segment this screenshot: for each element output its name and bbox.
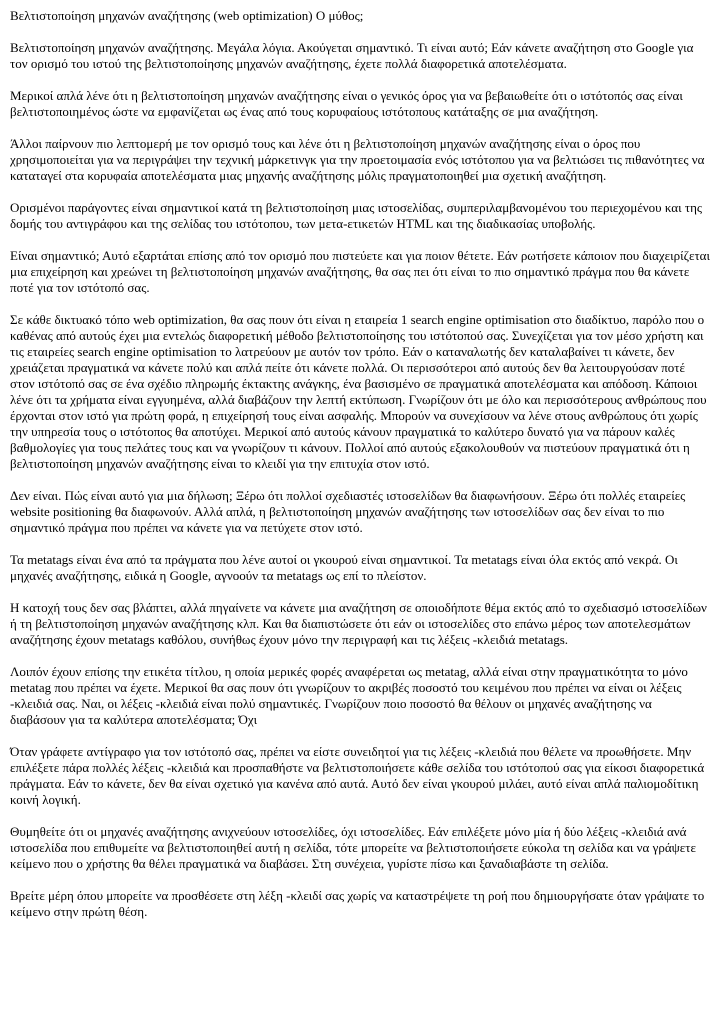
document-title: Βελτιστοποίηση μηχανών αναζήτησης (web optimization) Ο μύθος;: [10, 8, 364, 23]
paragraph: Βελτιστοποίηση μηχανών αναζήτησης. Μεγάλα λόγια. Ακούγεται σημαντικό. Τι είναι αυτό; Εάν κάνετε αναζήτηση στο Google για τον ορισμό του ιστού της βελτιστοποίησης μηχανών αναζήτησης, έχετε πολλά διαφορετικά αποτελέσματα.: [10, 40, 694, 71]
paragraph: Δεν είναι. Πώς είναι αυτό για μια δήλωση; Ξέρω ότι πολλοί σχεδιαστές ιστοσελίδων θα διαφωνήσουν. Ξέρω ότι πολλές εταιρείες website positioning θα διαφωνούν. Αλλά απλά, η βελτιστοποίηση μηχανών αναζήτησης των ιστοσελίδων σας δεν είναι το πιο σημαντικό πράγμα που πρέπει να κάνετε για να πετύχετε στον ιστό.: [10, 488, 686, 535]
paragraph: Βρείτε μέρη όπου μπορείτε να προσθέσετε στη λέξη -κλειδί σας χωρίς να καταστρέψετε τη ροή που δημιουργήσατε όταν γράψατε το κείμενο στην πρώτη θέση.: [10, 888, 705, 919]
paragraph: Θυμηθείτε ότι οι μηχανές αναζήτησης ανιχνεύουν ιστοσελίδες, όχι ιστοσελίδες. Εάν επιλέξετε μόνο μία ή δύο λέξεις -κλειδιά ανά ιστοσελίδα που επιθυμείτε να βελτιστοποιηθεί αυτή η σελίδα, τότε μπορείτε να βελτιστοποιήσετε εύκολα τη σελίδα και να γράψετε κείμενο που ο χρήστης θα θέλει πραγματικά να διαβάσει. Στη συνέχεια, γυρίστε πίσω και ξαναδιαβάστε τη σελίδα.: [10, 824, 696, 871]
paragraph: Σε κάθε δικτυακό τόπο web optimization, θα σας πουν ότι είναι η εταιρεία 1 search engine optimisation στο διαδίκτυο, παρόλο που ο καθένας από αυτούς έχει μια εντελώς διαφορετική μέθοδο βελτιστοποίησης του ιστότοπού σας. Συνεχίζεται για τον μέσο χρήστη και τις εταιρείες search engine optimisation το λατρεύουν με αυτόν τον τρόπο. Εάν ο καταναλωτής δεν καταλαβαίνει τι κάνετε, δεν χρειάζεται πραγματικά να κάνετε πολύ και απλά πείτε ότι κάνετε πολλά. Οι περισσότεροι από αυτούς δεν θα λειτουργούσαν ποτέ στον ιστότοπό σας σε ένα σχέδιο πληρωμής έκτακτης ανάγκης, ένα βασισμένο σε πραγματικά αποτελέσματα και απόδοση. Κάποιοι λένε ότι τα χρήματα είναι εγγυημένα, αλλά διαβάζουν την λεπτή εκτύπωση. Γνωρίζουν ότι με όλο και περισσότερους ανθρώπους που έρχονται στον ιστό για πρώτη φορά, η επιχείρησή τους είναι ασφαλής. Μπορούν να συνεχίσουν να λένε στους ανθρώπους ότι χωρίς την υπηρεσία τους ο ιστότοπος θα αποτύχει. Μερικοί από αυτούς κάνουν πραγματικά το καλύτερο δυνατό για να πάρουν καλές βαθμολογίες για τους πελάτες τους και να γνωρίζουν τι κάνουν. Πολλοί από αυτούς εξακολουθούν να πιστεύουν πραγματικά ότι η βελτιστοποίηση μηχανών αναζήτησης είναι το κλειδί για την επιτυχία στον ιστό.: [10, 312, 707, 471]
paragraph: Τα metatags είναι ένα από τα πράγματα που λένε αυτοί οι γκουρού είναι σημαντικοί. Τα metatags είναι όλα εκτός από νεκρά. Οι μηχανές αναζήτησης, ειδικά η Google, αγνοούν τα metatags ως επί το πλείστον.: [10, 552, 678, 583]
paragraph: Είναι σημαντικό; Αυτό εξαρτάται επίσης από τον ορισμό που πιστεύετε και για ποιον θέτετε. Εάν ρωτήσετε κάποιον που διαχειρίζεται μια επιχείρηση και χρεώνει τη βελτιστοποίηση μηχανών αναζήτησης, θα σας πει ότι είναι το πιο σημαντικό πράγμα που θα κάνετε ποτέ για τον ιστότοπό σας.: [10, 248, 710, 295]
paragraph: Η κατοχή τους δεν σας βλάπτει, αλλά πηγαίνετε να κάνετε μια αναζήτηση σε οποιοδήποτε θέμα εκτός από το σχεδιασμό ιστοσελίδων ή τη βελτιστοποίηση μηχανών αναζήτησης κλπ. Και θα διαπιστώσετε ότι εάν οι ιστοσελίδες στο επάνω μέρος των αποτελεσμάτων αναζήτησης έχουν metatags καθόλου, συνήθως έχουν μόνο την περιγραφή και τις λέξεις -κλειδιά metatags.: [10, 600, 707, 647]
paragraph: Άλλοι παίρνουν πιο λεπτομερή με τον ορισμό τους και λένε ότι η βελτιστοποίηση μηχανών αναζήτησης είναι ο όρος που χρησιμοποιείται για να περιγράψει την τεχνική μάρκετινγκ για την προετοιμασία ενός ιστότοπου για να βελτιώσει τις πιθανότητες να καταταγεί στα κορυφαία αποτελέσματα μιας μηχανής αναζήτησης μόλις πραγματοποιηθεί μια σχετική αναζήτηση.: [10, 136, 705, 183]
paragraph: Μερικοί απλά λένε ότι η βελτιστοποίηση μηχανών αναζήτησης είναι ο γενικός όρος για να βεβαιωθείτε ότι ο ιστότοπός σας είναι βελτιστοποιημένος ώστε να εμφανίζεται ως ένας από τους κορυφαίους ιστότοπους κατάταξης σε μια αναζήτηση.: [10, 88, 683, 119]
paragraph: Ορισμένοι παράγοντες είναι σημαντικοί κατά τη βελτιστοποίηση μιας ιστοσελίδας, συμπεριλαμβανομένου του περιεχομένου και της δομής του αντιγράφου και της σελίδας του ιστότοπου, των μετα-ετικετών HTML και της διαδικασίας υποβολής.: [10, 200, 703, 231]
paragraph: Λοιπόν έχουν επίσης την ετικέτα τίτλου, η οποία μερικές φορές αναφέρεται ως metatag, αλλά είναι στην πραγματικότητα το μόνο metatag που πρέπει να έχετε. Μερικοί θα σας πουν ότι γνωρίζουν το ακριβές ποσοστό του κειμένου που πρέπει να είναι οι λέξεις -κλειδιά σας. Ναι, οι λέξεις -κλειδιά είναι πολύ σημαντικές. Γνωρίζουν ποιο ποσοστό θα θέλουν οι μηχανές αναζήτησης να διαβάσουν για τα καλύτερα αποτελέσματα; Όχι: [10, 664, 688, 727]
paragraph: Όταν γράφετε αντίγραφο για τον ιστότοπό σας, πρέπει να είστε συνειδητοί για τις λέξεις -κλειδιά που θέλετε να προωθήσετε. Μην επιλέξετε πάρα πολλές λέξεις -κλειδιά και προσπαθήστε να βελτιστοποιήσετε κάθε σελίδα του ιστότοπού σας για είκοσι διαφορετικά πράγματα. Εάν το κάνετε, δεν θα είναι σχετικό για κανένα από αυτά. Αυτό δεν είναι γκουρού μιλάει, αυτό είναι απλά παλιομοδίτικη κοινή λογική.: [10, 744, 705, 807]
